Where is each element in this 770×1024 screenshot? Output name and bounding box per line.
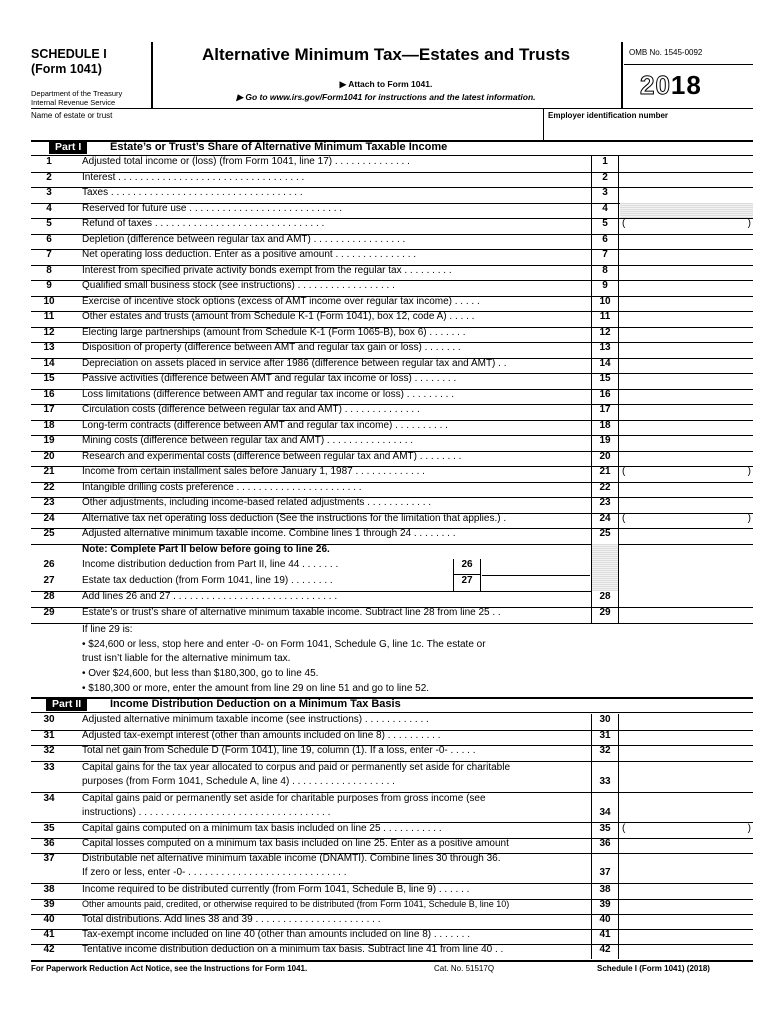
line-4-row — [31, 203, 753, 220]
line-15-text: Passive activities (difference between AMT and regular tax income or loss) . . . . . . . . — [82, 373, 457, 384]
line-1-number: 1 — [46, 156, 52, 167]
line-40-amount[interactable] — [620, 914, 753, 929]
line-40-text: Total distributions. Add lines 38 and 39 . . . . . . . . . . . . . . . . . . . . . . . — [82, 914, 381, 925]
footer-rule — [31, 960, 753, 962]
line-22-amount[interactable] — [620, 482, 753, 498]
line-23-box: 23 — [591, 497, 619, 513]
line-42-amount[interactable] — [620, 944, 753, 959]
line-14-box: 14 — [591, 358, 619, 374]
line-29-bullet-1b: trust isn’t liable for the alternative minimum tax. — [82, 653, 291, 664]
line-32-box: 32 — [591, 745, 619, 761]
line-18-number: 18 — [43, 419, 55, 431]
line-10-number: 10 — [43, 295, 55, 307]
line-18-row — [31, 420, 753, 437]
line-22-box: 22 — [591, 482, 619, 498]
line-35-box: 35 — [591, 823, 619, 838]
dept-line-2: Internal Revenue Service — [31, 98, 116, 107]
line-38-box: 38 — [591, 884, 619, 899]
line-21-number: 21 — [43, 466, 55, 477]
line-29-bullet-3: • $180,300 or more, enter the amount from line 29 on line 51 and go to line 52. — [82, 683, 430, 694]
line-22-number: 22 — [43, 481, 55, 493]
line-17-amount[interactable] — [620, 404, 753, 420]
line-38-text: Income required to be distributed currently (from Form 1041, Schedule B, line 9) . . . . . . — [82, 884, 470, 895]
line-25-row — [31, 528, 753, 545]
line-42-number: 42 — [43, 944, 55, 955]
line-24-amount[interactable] — [620, 513, 753, 529]
line-28-amount[interactable] — [620, 591, 753, 607]
line-20-text: Research and experimental costs (difference between regular tax and AMT) . . . . . . . . — [82, 450, 462, 462]
line-12-amount[interactable] — [620, 327, 753, 343]
line-3-box: 3 — [591, 187, 619, 203]
line-27-box: 27 — [453, 575, 481, 591]
line-39-row — [31, 899, 753, 915]
line-5-text: Refund of taxes . . . . . . . . . . . . . . . . . . . . . . . . . . . . . . . — [82, 218, 325, 229]
line-12-box: 12 — [591, 327, 619, 343]
line-6-number: 6 — [46, 233, 52, 245]
line-23-row — [31, 497, 753, 514]
line-24-box: 24 — [591, 513, 619, 529]
line-26-box: 26 — [453, 559, 481, 575]
line-32-amount[interactable] — [620, 745, 753, 761]
paren-open: ( — [622, 823, 626, 834]
line-26-text: Income distribution deduction from Part II, line 44 . . . . . . . — [82, 559, 339, 570]
line-16-amount[interactable] — [620, 389, 753, 405]
line-14-number: 14 — [43, 357, 55, 369]
line-24-row — [31, 513, 753, 530]
line-6-amount[interactable] — [620, 234, 753, 250]
line-42-row — [31, 944, 753, 959]
line-8-box: 8 — [591, 265, 619, 281]
line-37-text-b: If zero or less, enter -0- . . . . . . . . . . . . . . . . . . . . . . . . . . . . . — [82, 867, 347, 878]
line-36-box: 36 — [591, 838, 619, 853]
line-13-text: Disposition of property (difference between AMT and regular tax gain or loss) . . . . . . . — [82, 342, 461, 353]
line-28-number: 28 — [43, 591, 55, 602]
footer-paperwork-notice: For Paperwork Reduction Act Notice, see the Instructions for Form 1041. — [31, 964, 308, 973]
line-33-text-a: Capital gains for the tax year allocated to corpus and paid or permanently set aside for charitable — [82, 762, 511, 773]
line-39-amount[interactable] — [620, 899, 753, 914]
line-21-text: Income from certain installment sales before January 1, 1987 . . . . . . . . . . . . . — [82, 466, 425, 477]
paren-open: ( — [622, 512, 626, 524]
line-25-amount[interactable] — [620, 528, 753, 544]
footer-cat-number: Cat. No. 51517Q — [434, 964, 495, 973]
line-20-number: 20 — [43, 450, 55, 462]
omb-number: OMB No. 1545-0092 — [629, 48, 703, 57]
paren-close: ) — [747, 823, 751, 834]
line-41-text: Tax-exempt income included on line 40 (other than amounts included on line 8) . . . . . . . — [82, 929, 470, 940]
line-24-number: 24 — [43, 512, 55, 524]
line-16-text: Loss limitations (difference between AMT and regular tax income or loss) . . . . . . . . . — [82, 388, 455, 400]
line-15-amount[interactable] — [620, 373, 753, 389]
line-34-row — [31, 793, 753, 823]
line-26-number: 26 — [43, 559, 55, 570]
line-36-amount[interactable] — [620, 838, 753, 853]
line-16-row — [31, 389, 753, 406]
line-31-row — [31, 730, 753, 747]
line-10-text: Exercise of incentive stock options (excess of AMT income over regular tax income) . . . . . — [82, 295, 480, 307]
attach-instruction: ▶ Attach to Form 1041. — [339, 79, 433, 89]
line-16-box: 16 — [591, 389, 619, 405]
line-18-amount[interactable] — [620, 420, 753, 436]
line-40-number: 40 — [43, 914, 55, 925]
line-19-row — [31, 435, 753, 452]
line-14-amount[interactable] — [620, 358, 753, 374]
line-9-row — [31, 280, 753, 297]
line-4-amount — [620, 203, 753, 219]
part2-title: Income Distribution Deduction on a Minimum Tax Basis — [110, 698, 401, 710]
line-36-row — [31, 838, 753, 854]
line-33-amount[interactable] — [620, 762, 753, 792]
shaded-box — [591, 544, 619, 559]
line-10-box: 10 — [591, 296, 619, 312]
line-29-row — [31, 607, 753, 624]
line-9-text: Qualified small business stock (see instructions) . . . . . . . . . . . . . . . . . . — [82, 280, 395, 291]
line-2-box: 2 — [591, 172, 619, 188]
part2-title-rule — [31, 712, 753, 713]
part1-title: Estate’s or Trust’s Share of Alternative Minimum Taxable Income — [110, 141, 448, 153]
line-39-number: 39 — [43, 899, 55, 910]
line-31-amount[interactable] — [620, 730, 753, 746]
part2-tag: Part II — [46, 698, 87, 711]
paren-close: ) — [747, 466, 751, 477]
line-30-text: Adjusted alternative minimum taxable income (see instructions) . . . . . . . . . . . . — [82, 714, 429, 725]
line-9-number: 9 — [46, 280, 52, 291]
line-7-box: 7 — [591, 249, 619, 265]
line-1-amount[interactable] — [620, 156, 753, 172]
line-40-row — [31, 914, 753, 930]
shaded-box — [591, 575, 619, 591]
line-30-amount[interactable] — [620, 714, 753, 730]
line-35-amount[interactable] — [620, 823, 753, 838]
line-22-row — [31, 482, 753, 499]
line-28-row — [31, 591, 753, 608]
line-11-text: Other estates and trusts (amount from Schedule K-1 (Form 1041), box 12, code A) . . . . . — [82, 311, 475, 322]
line-41-row — [31, 929, 753, 945]
line-8-text: Interest from specified private activity bonds exempt from the regular tax . . . . . . . . . — [82, 264, 452, 276]
line-18-box: 18 — [591, 420, 619, 436]
line-16-number: 16 — [43, 388, 55, 400]
line-4-box: 4 — [591, 203, 619, 219]
line-25-number: 25 — [43, 528, 55, 539]
line-17-text: Circulation costs (difference between regular tax and AMT) . . . . . . . . . . . . . . — [82, 404, 420, 415]
line-13-row — [31, 342, 753, 359]
line-2-text: Interest . . . . . . . . . . . . . . . . . . . . . . . . . . . . . . . . . . — [82, 171, 305, 183]
line-29-bullet-2: • Over $24,600, but less than $180,300, go to line 45. — [82, 668, 319, 679]
line-17-row — [31, 404, 753, 421]
line-41-amount[interactable] — [620, 929, 753, 944]
line-7-text: Net operating loss deduction. Enter as a positive amount . . . . . . . . . . . . . . . — [82, 249, 417, 260]
line-33-number: 33 — [43, 762, 55, 773]
part1-tag: Part I — [49, 141, 87, 154]
line-19-number: 19 — [43, 435, 55, 446]
line-13-amount[interactable] — [620, 342, 753, 358]
line-34-box: 34 — [591, 793, 619, 822]
line-14-text: Depreciation on assets placed in service after 1986 (difference between regular tax and AMT) . . — [82, 357, 507, 369]
line-24-text: Alternative tax net operating loss deduction (See the instructions for the limitation that applies.) . — [82, 512, 507, 524]
line-33-box: 33 — [591, 762, 619, 792]
line-38-number: 38 — [43, 884, 55, 895]
line-6-text: Depletion (difference between regular tax and AMT) . . . . . . . . . . . . . . . . . — [82, 233, 406, 245]
part1-note-row — [31, 544, 753, 559]
paren-close: ) — [747, 512, 751, 524]
line-7-amount[interactable] — [620, 249, 753, 265]
line-6-box: 6 — [591, 234, 619, 250]
line-33-row — [31, 762, 753, 793]
line-19-box: 19 — [591, 435, 619, 451]
line-17-box: 17 — [591, 404, 619, 420]
line-23-text: Other adjustments, including income-based related adjustments . . . . . . . . . . . . — [82, 497, 432, 508]
line-32-number: 32 — [43, 745, 55, 756]
paren-open: ( — [622, 218, 626, 229]
line-5-row — [31, 218, 753, 235]
line-3-amount[interactable] — [620, 187, 753, 203]
line-30-row — [31, 714, 753, 731]
line-25-box: 25 — [591, 528, 619, 544]
line-3-number: 3 — [46, 187, 52, 198]
line-27-text: Estate tax deduction (from Form 1041, line 19) . . . . . . . . — [82, 575, 333, 586]
line-37-text-a: Distributable net alternative minimum taxable income (DNAMTI). Combine lines 30 through 36. — [82, 853, 501, 864]
line-1-box: 1 — [591, 156, 619, 172]
dept-line-1: Department of the Treasury — [31, 89, 123, 98]
tax-year-outline: 20 — [640, 70, 671, 100]
header-rule — [31, 108, 753, 109]
omb-divider — [624, 64, 753, 66]
line-5-box: 5 — [591, 218, 619, 234]
line-37-box: 37 — [591, 853, 619, 883]
line-35-row — [31, 823, 753, 839]
line-22-text: Intangible drilling costs preference . . . . . . . . . . . . . . . . . . . . . . . — [82, 481, 362, 493]
line-1-row — [31, 156, 753, 173]
line-29-number: 29 — [43, 607, 55, 618]
line-20-amount[interactable] — [620, 451, 753, 467]
line-1-text: Adjusted total income or (loss) (from Form 1041, line 17) . . . . . . . . . . . . . . — [82, 156, 410, 167]
line-23-number: 23 — [43, 497, 55, 508]
line-34-text-b: instructions) . . . . . . . . . . . . . . . . . . . . . . . . . . . . . . . . . . . — [82, 807, 331, 818]
line-11-box: 11 — [591, 311, 619, 327]
line-39-box: 39 — [591, 899, 619, 914]
line-29-text: Estate’s or trust’s share of alternative minimum taxable income. Subtract line 28 from line 25 . . — [82, 607, 501, 618]
ein-label: Employer identification number — [548, 111, 669, 120]
line-23-amount[interactable] — [620, 497, 753, 513]
line-26-amount[interactable] — [482, 559, 590, 576]
line-13-box: 13 — [591, 342, 619, 358]
line-15-row — [31, 373, 753, 390]
line-15-box: 15 — [591, 373, 619, 389]
tax-year-solid: 18 — [670, 70, 702, 100]
line-26-row — [31, 559, 753, 575]
line-3-text: Taxes . . . . . . . . . . . . . . . . . . . . . . . . . . . . . . . . . . . — [82, 187, 303, 198]
line-32-text: Total net gain from Schedule D (Form 1041), line 19, column (1). If a loss, enter -0- . . . . . — [82, 745, 476, 756]
paren-close: ) — [747, 218, 751, 229]
line-37-number: 37 — [43, 853, 55, 864]
line-13-number: 13 — [43, 342, 55, 353]
form-label: (Form 1041) — [31, 62, 102, 76]
shaded-box — [591, 559, 619, 575]
line-29-amount[interactable] — [620, 607, 753, 623]
line-8-number: 8 — [46, 264, 52, 276]
line-8-amount[interactable] — [620, 265, 753, 281]
line-4-text: Reserved for future use . . . . . . . . . . . . . . . . . . . . . . . . . . . . — [82, 202, 343, 214]
line-35-text: Capital gains computed on a minimum tax basis included on line 25 . . . . . . . . . . . — [82, 823, 442, 834]
line-42-text: Tentative income distribution deduction on a minimum tax basis. Subtract line 41 from line 40 . . — [82, 944, 504, 955]
name-of-estate-label: Name of estate or trust — [31, 111, 113, 120]
line-37-amount[interactable] — [620, 853, 753, 883]
line-11-number: 11 — [43, 311, 55, 322]
tax-year — [640, 70, 702, 101]
line-27-row — [31, 575, 753, 591]
line-5-number: 5 — [46, 218, 52, 229]
line-41-number: 41 — [43, 929, 55, 940]
line-25-text: Adjusted alternative minimum taxable income. Combine lines 1 through 24 . . . . . . . . — [82, 528, 456, 539]
line-37-row — [31, 853, 753, 884]
line-7-number: 7 — [46, 249, 52, 260]
line-21-row — [31, 466, 753, 483]
line-4-number: 4 — [46, 202, 52, 214]
line-7-row — [31, 249, 753, 266]
line-9-box: 9 — [591, 280, 619, 296]
line-10-amount[interactable] — [620, 296, 753, 312]
line-39-text: Other amounts paid, credited, or otherwise required to be distributed (from Form 1041, Schedule B, line 10) — [82, 899, 510, 909]
line-29-if: If line 29 is: — [82, 624, 133, 635]
name-of-estate-input[interactable] — [31, 122, 543, 139]
schedule-label: SCHEDULE I — [31, 47, 107, 61]
line-38-row — [31, 884, 753, 900]
line-15-number: 15 — [43, 373, 55, 384]
form-title: Alternative Minimum Tax—Estates and Trusts — [201, 45, 571, 64]
line-3-row — [31, 187, 753, 204]
line-35-number: 35 — [43, 823, 55, 834]
website-instruction: ▶ Go to www.irs.gov/Form1041 for instructions and the latest information. — [236, 92, 536, 102]
line-14-row — [31, 358, 753, 375]
line-34-text-a: Capital gains paid or permanently set aside for charitable purposes from gross income (see — [82, 793, 486, 804]
line-20-row — [31, 451, 753, 468]
line-30-number: 30 — [43, 714, 55, 725]
part1-note: Note: Complete Part II below before going to line 26. — [82, 544, 330, 555]
line-36-number: 36 — [43, 838, 55, 849]
line-28-box: 28 — [591, 591, 619, 607]
footer-form-id: Schedule I (Form 1041) (2018) — [597, 964, 710, 973]
line-30-box: 30 — [591, 714, 619, 730]
line-21-amount[interactable] — [620, 466, 753, 482]
line-2-number: 2 — [46, 171, 52, 183]
line-40-box: 40 — [591, 914, 619, 929]
header-divider-right — [621, 42, 623, 108]
line-18-text: Long-term contracts (difference between AMT and regular tax income) . . . . . . . . . . — [82, 419, 448, 431]
line-28-text: Add lines 26 and 27 . . . . . . . . . . . . . . . . . . . . . . . . . . . . . . — [82, 591, 338, 602]
line-10-row — [31, 296, 753, 313]
line-29-box: 29 — [591, 607, 619, 623]
line-27-number: 27 — [43, 575, 55, 586]
line-41-box: 41 — [591, 929, 619, 944]
line-31-number: 31 — [43, 729, 55, 741]
line-11-amount[interactable] — [620, 311, 753, 327]
line-6-row — [31, 234, 753, 251]
line-29-bullet-1a: • $24,600 or less, stop here and enter -0- on Form 1041, Schedule G, line 1c. The estate or — [82, 639, 486, 650]
line-42-box: 42 — [591, 944, 619, 959]
line-38-amount[interactable] — [620, 884, 753, 899]
line-31-box: 31 — [591, 730, 619, 746]
line-31-text: Adjusted tax-exempt interest (other than amounts included on line 8) . . . . . . . . . . — [82, 729, 441, 741]
line-34-amount[interactable] — [620, 793, 753, 822]
line-32-row — [31, 745, 753, 762]
line-12-number: 12 — [43, 326, 55, 338]
paren-open: ( — [622, 466, 626, 477]
line-12-row — [31, 327, 753, 344]
line-19-text: Mining costs (difference between regular tax and AMT) . . . . . . . . . . . . . . . . — [82, 435, 414, 446]
line-27-amount[interactable] — [482, 575, 590, 591]
line-21-box: 21 — [591, 466, 619, 482]
line-12-text: Electing large partnerships (amount from Schedule K-1 (Form 1065-B), box 6) . . . . . . . — [82, 326, 466, 338]
line-19-amount[interactable] — [620, 435, 753, 451]
line-36-text: Capital losses computed on a minimum tax basis included on line 25. Enter as a positive amount — [82, 838, 509, 849]
line-8-row — [31, 265, 753, 282]
line-2-row — [31, 172, 753, 189]
line-11-row — [31, 311, 753, 328]
line-9-amount[interactable] — [620, 280, 753, 296]
line-17-number: 17 — [43, 404, 55, 415]
line-2-amount[interactable] — [620, 172, 753, 188]
line-34-number: 34 — [43, 793, 55, 804]
line-5-amount[interactable] — [620, 218, 753, 234]
line-20-box: 20 — [591, 451, 619, 467]
line-33-text-b: purposes (from Form 1041, Schedule A, line 4) . . . . . . . . . . . . . . . . . . . — [82, 776, 395, 787]
ein-input[interactable] — [544, 122, 753, 139]
